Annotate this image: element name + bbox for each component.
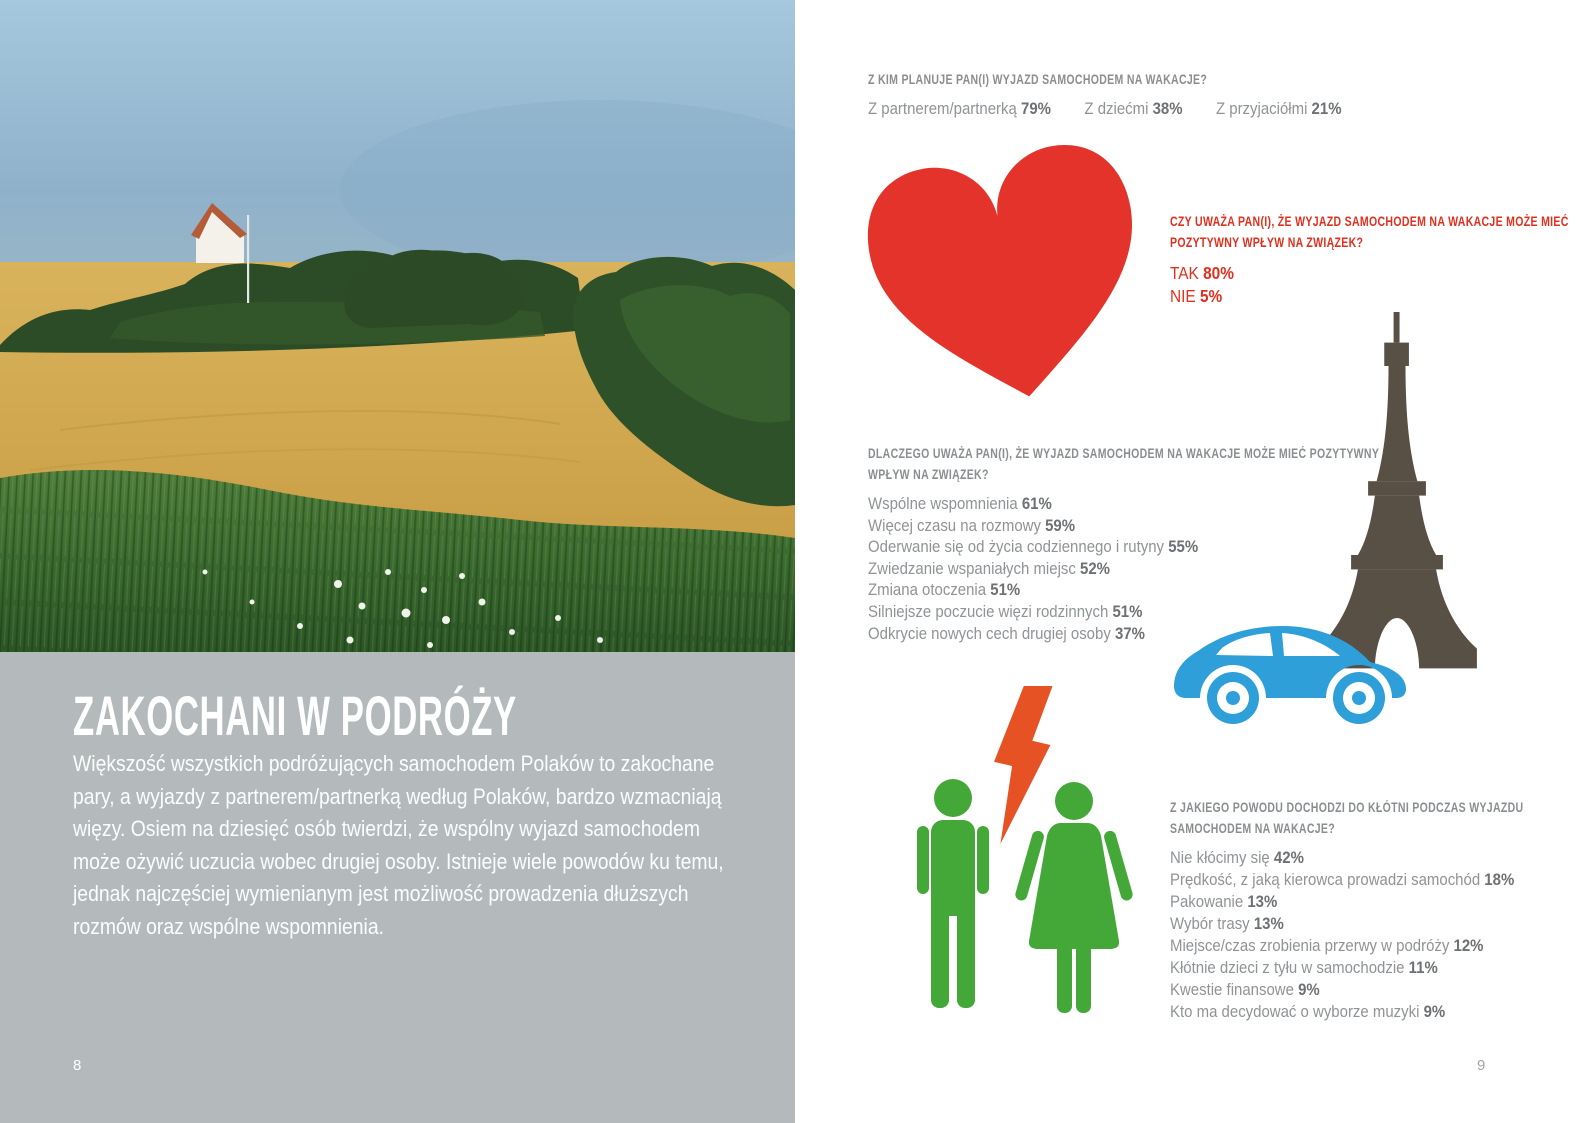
stat-item [868,623,1445,645]
question-quarrel-reasons [1170,798,1587,1023]
question-positive-influence [1170,212,1587,308]
stat-value: 12% [1453,936,1484,955]
stat-label: Z przyjaciółmi [1215,98,1308,118]
question-heading: CZY UWAŻA PAN(I), ŻE WYJAZD SAMOCHODEM NA WAKACJE MOŻE MIEĆ POZYTYWNY WPŁYW NA ZWIĄZEK? [1170,214,1569,250]
stat-value: 21% [1311,98,1342,118]
stat-value: 42% [1273,848,1304,867]
stat-item [1170,913,1569,935]
stat-value: 61% [1021,494,1052,513]
stat-label: Zwiedzanie wspaniałych miejsc [868,558,1076,578]
question-heading: DLACZEGO UWAŻA PAN(I), ŻE WYJAZD SAMOCHODEM NA WAKACJE MOŻE MIEĆ POZYTYWNY WPŁYW NA ZWIĄZEK? [868,446,1380,482]
question-why-positive [868,444,1523,644]
stat-item [868,579,1445,601]
stat-value: 9% [1423,1002,1446,1021]
answers-list [1170,847,1569,1023]
stat-item [1216,98,1342,120]
stat-item [1170,285,1587,308]
stat-value: 18% [1484,870,1515,889]
stat-value: 51% [1112,601,1143,621]
stat-item [868,493,1445,515]
page-number-left: 8 [73,1057,82,1074]
stat-label: Pakowanie [1170,892,1244,911]
stat-item [1170,262,1587,285]
stat-item [868,601,1445,623]
stat-item [868,558,1445,580]
stat-item [1084,98,1182,120]
stat-value: 13% [1253,914,1284,933]
stat-item [868,515,1445,537]
stat-value: 52% [1080,558,1110,578]
stat-label: TAK [1170,263,1199,283]
stat-item [1170,1001,1569,1023]
stat-item [1170,891,1569,913]
landscape-illustration [0,0,795,652]
page-title: ZAKOCHANI W PODRÓŻY [73,684,517,747]
stat-item [868,536,1445,558]
question-heading: Z JAKIEGO POWODU DOCHODZI DO KŁÓTNI PODCZAS WYJAZDU SAMOCHODEM NA WAKACJE? [1170,800,1524,836]
stat-value: 79% [1021,98,1051,118]
summer-field-photo [0,0,795,652]
answers-list [868,493,1445,644]
stat-value: 9% [1298,980,1320,999]
answers-list [1170,262,1587,308]
stat-label: Miejsce/czas zrobienia przerwy w podróży [1170,936,1450,955]
stat-value: 80% [1203,263,1234,283]
stat-label: Prędkość, z jaką kierowca prowadzi samochód [1170,870,1481,889]
stat-label: Więcej czasu na rozmowy [868,515,1041,535]
stat-label: Kwestie finansowe [1170,980,1294,999]
stat-value: 55% [1168,537,1199,557]
stat-label: Kłótnie dzieci z tyłu w samochodzie [1170,958,1405,977]
stat-value: 37% [1114,623,1145,643]
woman-figure-icon [1013,781,1135,1022]
stat-label: Zmiana otoczenia [868,580,987,600]
question-heading: Z KIM PLANUJE PAN(I) WYJAZD SAMOCHODEM NA WAKACJE? [868,72,1208,87]
stat-item [1170,869,1569,891]
stat-label: Wybór trasy [1170,914,1250,933]
stat-label: Wspólne wspomnienia [868,494,1018,513]
question-companions [868,70,1406,119]
flag-pole [247,215,249,303]
stat-item [868,98,1051,120]
stat-value: 5% [1199,286,1223,306]
stat-item [1170,935,1569,957]
stat-label: Odkrycie nowych cech drugiej osoby [868,623,1111,643]
page-number-right: 9 [1477,1057,1486,1074]
stat-label: Oderwanie się od życia codziennego i rutyny [868,537,1165,557]
stat-label: Silniejsze poczucie więzi rodzinnych [868,601,1109,621]
stat-label: NIE [1170,286,1196,306]
intro-paragraph: Większość wszystkich podróżujących samochodem Polaków to zakochane pary, a wyjazdy z partnerem/partnerką według Polaków, bardzo wzmacniają więzy. Osiem na dziesięć osób twierdzi, że wspólny wyjazd samochodem może ożywić uczucia wobec drugiej osoby. Istnieje wiele powodów ku temu, jednak najczęściej wymienianym jest możliwość prowadzenia dłuższych rozmów oraz wspólne wspomnienia. [73,751,724,939]
stat-item [1170,979,1569,1001]
stat-value: 11% [1408,958,1438,977]
stat-value: 38% [1152,98,1183,118]
stat-label: Kto ma decydować o wyborze muzyki [1170,1002,1420,1021]
man-figure-icon [903,778,1003,1015]
stat-item [1170,957,1569,979]
stat-item [1170,847,1569,869]
stat-label: Z partnerem/partnerką [868,98,1017,118]
stat-label: Z dziećmi [1084,98,1149,118]
stat-value: 51% [990,580,1021,600]
heart-icon [866,136,1148,404]
stat-value: 13% [1247,892,1278,911]
stat-label: Nie kłócimy się [1170,848,1270,867]
stat-value: 59% [1045,515,1076,535]
